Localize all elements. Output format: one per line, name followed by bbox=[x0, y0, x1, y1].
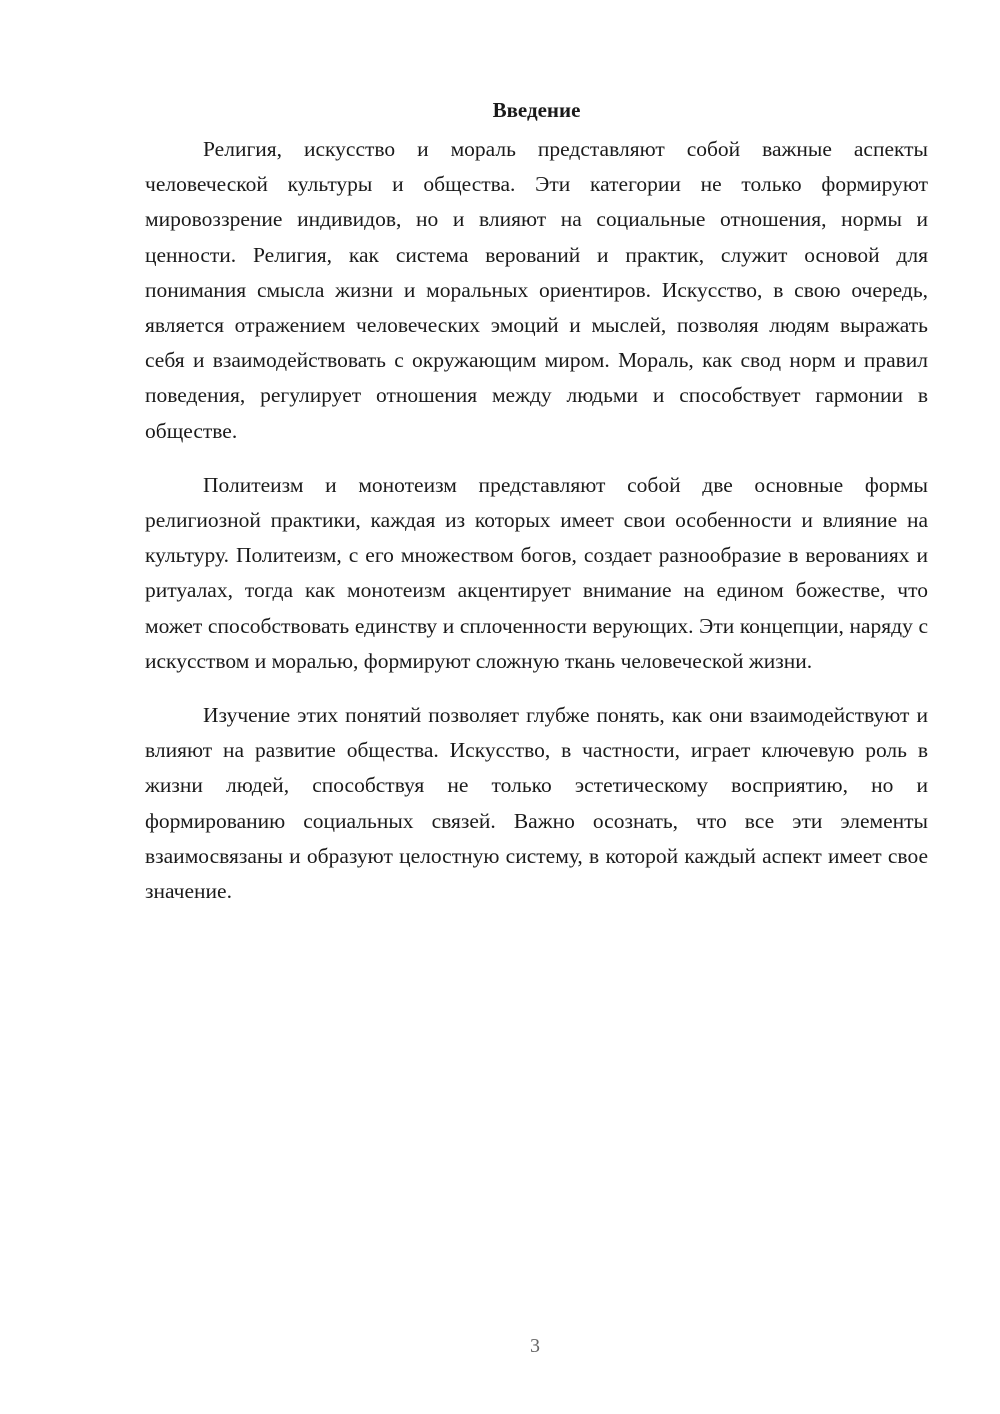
section-heading: Введение bbox=[492, 98, 581, 122]
page-number: 3 bbox=[530, 1335, 540, 1357]
paragraph-2: Политеизм и монотеизм представляют собой две основные формы религиозной практики, каждая из которых имеет свои особенности и влияние на культуру. Политеизм, с его множеством богов, создает разнообразие в верованиях и ритуалах, тогда как монотеизм акцентирует внимание на едином божестве, что может способствовать единству и сплоченности верующих. Эти концепции, наряду с искусством и моралью, формируют сложную ткань человеческой жизни. bbox=[145, 472, 928, 673]
page-content bbox=[145, 92, 928, 928]
paragraph-1: Религия, искусство и мораль представляют собой важные аспекты человеческой культуры и общества. Эти категории не только формируют мировоззрение индивидов, но и влияют на социальные отношения, нормы и ценности. Религия, как система верований и практик, служит основой для понимания смысла жизни и моральных ориентиров. Искусство, в свою очередь, является отражением человеческих эмоций и мыслей, позволяя людям выражать себя и взаимодействовать с окружающим миром. Мораль, как свод норм и правил поведения, регулирует отношения между людьми и способствует гармонии в обществе. bbox=[145, 137, 928, 443]
paragraph-3: Изучение этих понятий позволяет глубже понять, как они взаимодействуют и влияют на развитие общества. Искусство, в частности, играет ключевую роль в жизни людей, способствуя не только эстетическому восприятию, но и формированию социальных связей. Важно осознать, что все эти элементы взаимосвязаны и образуют целостную систему, в которой каждый аспект имеет свое значение. bbox=[145, 703, 928, 904]
